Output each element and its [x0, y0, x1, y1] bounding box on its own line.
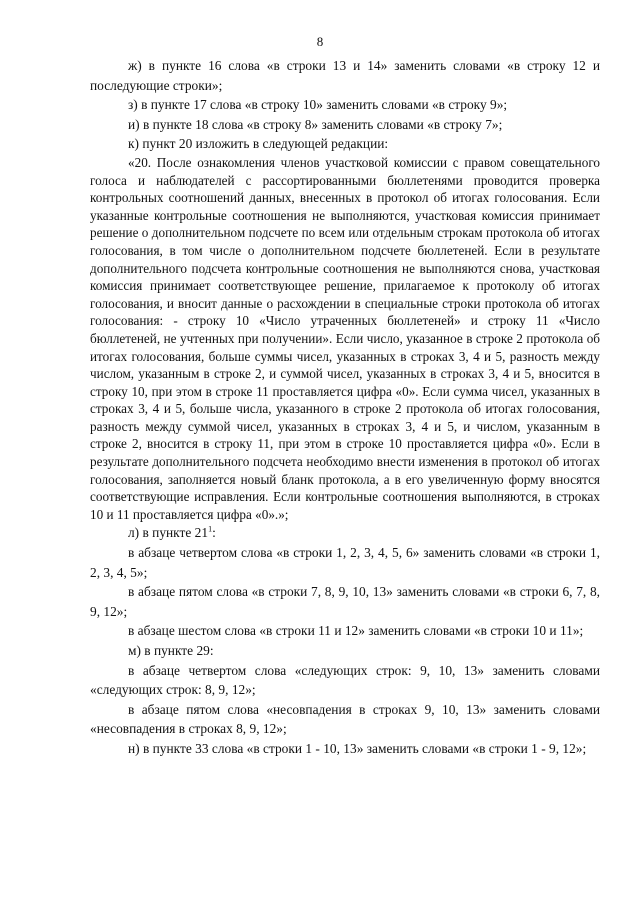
- quoted-paragraph-20: «20. После ознакомления членов участковой комиссии с правом совещательного голоса и наблюдателей с рассортированными бюллетенями проводится проверка контрольных соотношений данных, внесенных в протокол об итогах голосования. Если указанные контрольные соотношения не выполняются, участковая комиссия принимает решение о дополнительном подсчете по всем или отдельным строкам протокола об итогах голосования, в том числе о дополнительном подсчете бюллетеней. Если в результате дополнительного подсчета контрольные соотношения не выполняются снова, участковая комиссия принимает соответствующее решение, прилагаемое к протоколу об итогах голосования, и вносит данные о расхождении в специальные строки протокола об итогах голосования: - строку 10 «Число утраченных бюллетеней» и строку 11 «Число бюллетеней, не учтенных при получении». Если число, указанное в строке 2 протокола об итогах голосования, больше суммы чисел, указанных в строках 3, 4 и 5, разность между числом, указанным в строке 2, и суммой чисел, указанных в строках 3, 4 и 5, вносится в строку 10, при этом в строке 11 проставляется цифра «0». Если сумма чисел, указанных в строках 3, 4 и 5, больше числа, указанного в строке 2 протокола об итогах голосования, разность между суммой чисел, указанных в строках 3, 4 и 5, и числом, указанным в строке 2, вносится в строку 11, при этом в строке 10 проставляется цифра «0». Если в результате дополнительного подсчета необходимо внести изменения в протокол об итогах голосования, заполняется новый бланк протокола, а в его увеличенную форму вносятся соответствующие исправления. Если контрольные соотношения выполняются, в строках 10 и 11 проставляется цифра «0».»;: [90, 154, 600, 522]
- document-body: [90, 56, 600, 759]
- item-m-sub-2: в абзаце пятом слова «несовпадения в строках 9, 10, 13» заменить словами «несовпадения в строках 8, 9, 12»;: [90, 701, 600, 737]
- item-l-text: л) в пункте 21: [128, 525, 209, 541]
- item-l-sub-3: в абзаце шестом слова «в строки 11 и 12» заменить словами «в строки 10 и 11»;: [128, 623, 584, 639]
- item-m: м) в пункте 29:: [128, 643, 214, 658]
- page-number: 8: [316, 34, 324, 49]
- item-l-suffix: :: [212, 525, 216, 541]
- item-l: [90, 523, 600, 543]
- item-n: н) в пункте 33 слова «в строки 1 - 10, 13» заменить словами «в строки 1 - 9, 12»;: [128, 740, 587, 756]
- item-m-sub-1: в абзаце четвертом слова «следующих строк: 9, 10, 13» заменить словами «следующих строк: 8, 9, 12»;: [90, 662, 600, 698]
- item-l-superscript: 1: [208, 524, 213, 534]
- item-l-sub-1: в абзаце четвертом слова «в строки 1, 2, 3, 4, 5, 6» заменить словами «в строки 1, 2, 3, 4, 5»;: [90, 545, 600, 580]
- item-i: и) в пункте 18 слова «в строку 8» заменить словами «в строку 7»;: [128, 116, 503, 132]
- item-z: з) в пункте 17 слова «в строку 10» заменить словами «в строку 9»;: [128, 97, 508, 113]
- item-k: к) пункт 20 изложить в следующей редакции:: [128, 136, 389, 152]
- item-zh: ж) в пункте 16 слова «в строки 13 и 14» заменить словами «в строку 12 и последующие строки»;: [90, 58, 600, 93]
- item-l-sub-2: в абзаце пятом слова «в строки 7, 8, 9, 10, 13» заменить словами «в строки 6, 7, 8, 9, 12»;: [90, 584, 600, 619]
